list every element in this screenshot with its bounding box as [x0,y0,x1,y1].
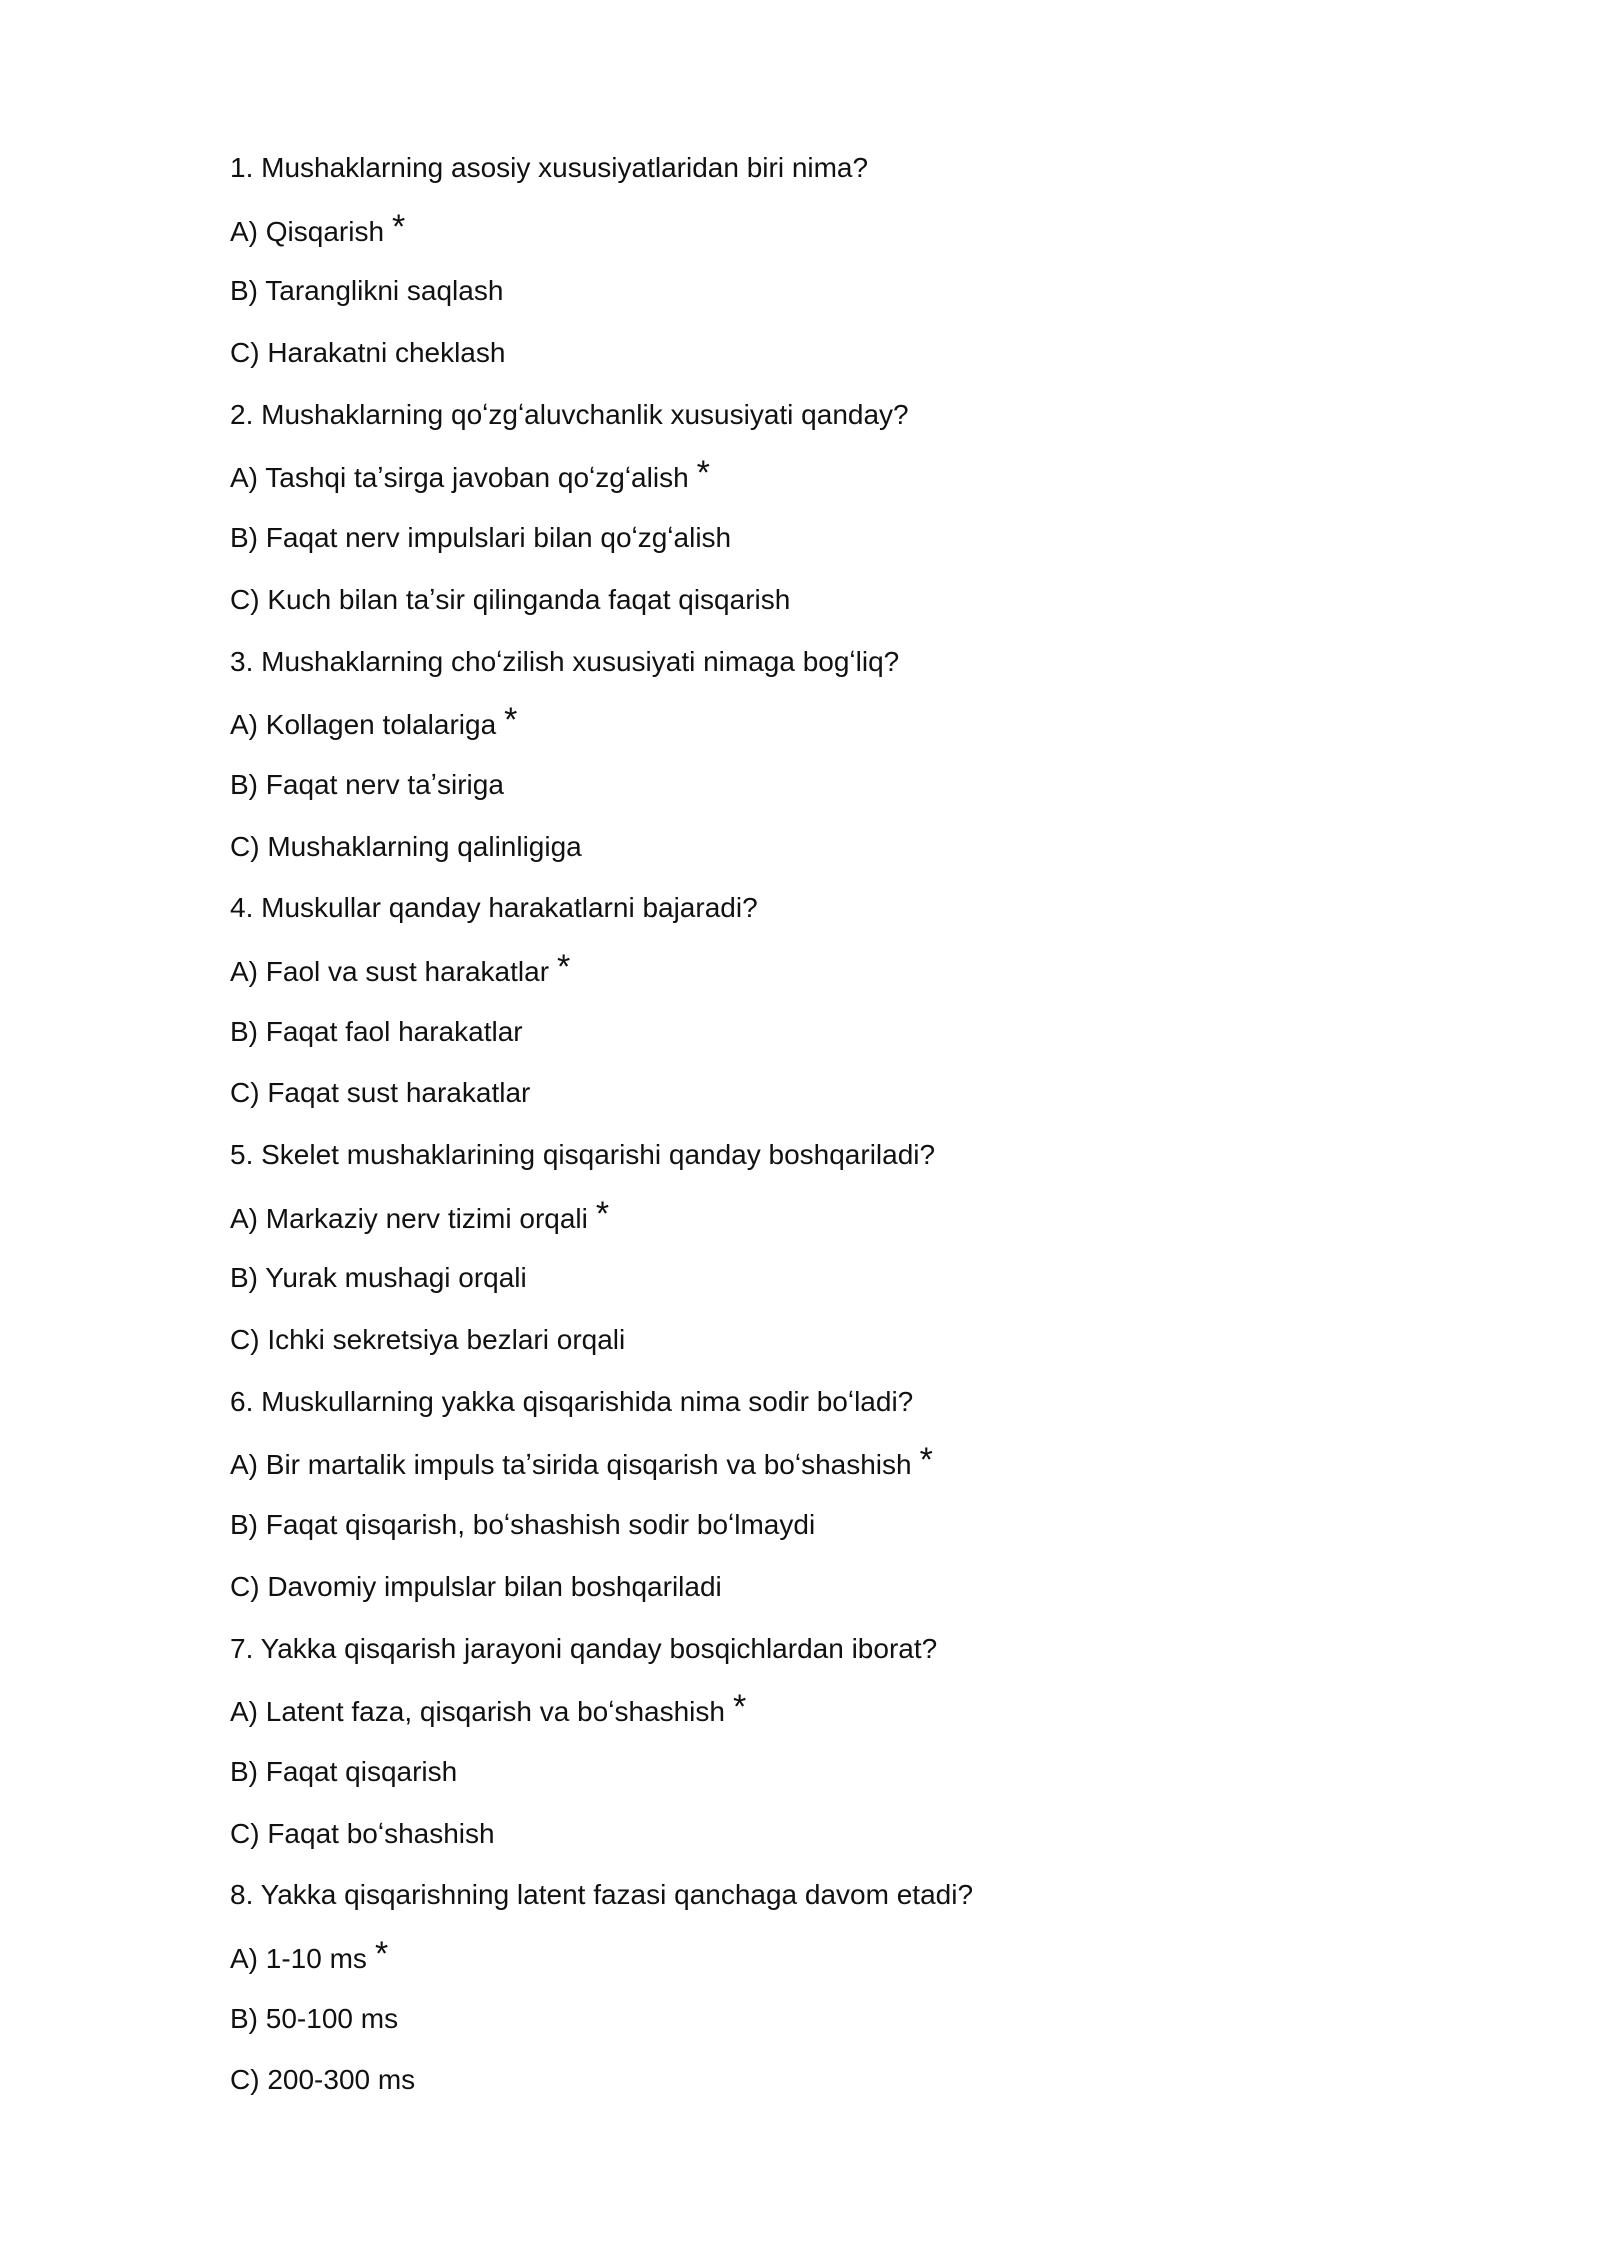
option-text: C) Davomiy impulslar bilan boshqariladi [230,1570,722,1602]
option-text: A) 1-10 ms [230,1942,367,1974]
answer-option [230,1322,1430,1358]
correct-answer-mark: * [374,1934,389,1973]
option-text: C) Faqat boʻshashish [230,1817,495,1849]
question-text: 5. Skelet mushaklarining qisqarishi qanday boshqariladi? [230,1139,936,1170]
answer-option [230,1816,1430,1852]
option-text: B) 50-100 ms [230,2002,399,2034]
question-text: 6. Muskullarning yakka qisqarishida nima sodir boʻladi? [230,1385,914,1417]
answer-option [230,454,1430,494]
option-text: B) Yurak mushagi orqali [230,1262,527,1294]
option-text: B) Faqat nerv taʼsiriga [230,768,504,800]
option-text: C) Harakatni cheklash [230,337,506,369]
option-text: A) Kollagen tolalariga [230,709,497,741]
option-text: B) Taranglikni saqlash [230,275,504,307]
correct-answer-mark: * [919,1441,933,1480]
answer-option [230,701,1430,741]
option-text: B) Faqat faol harakatlar [230,1015,523,1047]
question-text: 3. Mushaklarning choʻzilish xususiyati nimaga bogʻliq? [230,645,900,677]
answer-option [230,1688,1430,1728]
option-text: A) Latent faza, qisqarish va boʻshashish [230,1696,725,1728]
option-text: C) 200-300 ms [230,2064,416,2096]
answer-option [230,1194,1430,1235]
answer-option [230,335,1430,371]
correct-answer-mark: * [392,207,406,246]
answer-option [230,947,1430,988]
answer-option [230,273,1430,309]
answer-option [230,829,1430,865]
correct-answer-mark: * [732,1688,747,1727]
option-text: A) Tashqi taʼsirga javoban qoʻzgʻalish [230,462,689,494]
question-text: 1. Mushaklarning asosiy xususiyatlaridan biri nima? [230,152,869,183]
correct-answer-mark: * [504,701,518,740]
answer-option [230,1441,1430,1481]
option-text: B) Faqat qisqarish [230,1755,458,1787]
question-text: 8. Yakka qisqarishning latent fazasi qanchaga davom etadi? [230,1879,974,1911]
answer-option [230,1014,1430,1050]
answer-option [230,2062,1430,2098]
question-text: 7. Yakka qisqarish jarayoni qanday bosqichlardan iborat? [230,1632,938,1664]
answer-option [230,520,1430,556]
question-text: 2. Mushaklarning qoʻzgʻaluvchanlik xususiyati qanday? [230,398,909,430]
answer-option [230,1260,1430,1296]
option-text: A) Markaziy nerv tizimi orqali [230,1202,588,1234]
option-text: B) Faqat nerv impulslari bilan qoʻzgʻalish [230,522,732,554]
answer-option [230,1507,1430,1543]
option-text: C) Ichki sekretsiya bezlari orqali [230,1324,626,1356]
answer-option [230,1569,1430,1605]
option-text: C) Kuch bilan taʼsir qilinganda faqat qisqarish [230,583,791,615]
option-text: A) Bir martalik impuls taʼsirida qisqarish va boʻshashish [230,1449,912,1481]
answer-option [230,1754,1430,1790]
correct-answer-mark: * [595,1194,610,1233]
option-text: B) Faqat qisqarish, boʻshashish sodir boʻlmaydi [230,1509,816,1541]
option-text: C) Mushaklarning qalinligiga [230,830,582,862]
answer-option [230,582,1430,618]
option-text: A) Qisqarish [230,215,385,247]
answer-option [230,1934,1430,1975]
answer-option [230,2001,1430,2037]
answer-option [230,767,1430,803]
answer-option [230,1075,1430,1111]
document-page [230,150,1430,2124]
answer-option [230,207,1430,248]
correct-answer-mark: * [557,947,571,986]
question-text: 4. Muskullar qanday harakatlarni bajaradi? [230,892,758,924]
option-text: C) Faqat sust harakatlar [230,1077,531,1109]
option-text: A) Faol va sust harakatlar [230,955,550,987]
correct-answer-mark: * [696,454,710,493]
